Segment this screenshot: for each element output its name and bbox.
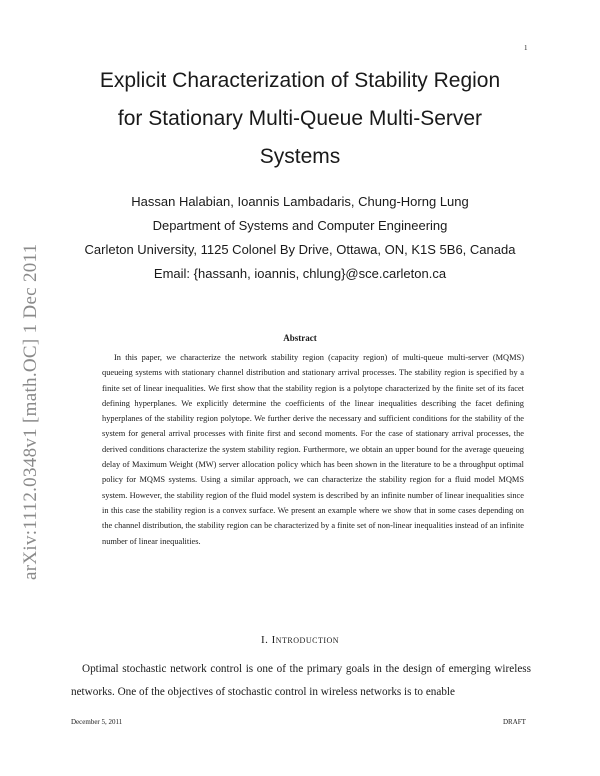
abstract-text: In this paper, we characterize the network stability region (capacity region) of multi-queue multi-server (MQMS) queueing systems with stationary channel distribution and stationary arrival processes. The stability region is specified by a finite set of linear inequalities. We first show that the stability region is a polytope characterized by the finite set of its facet defining hyperplanes. We explicitly determine the coefficients of the linear inequalities describing the facet defining hyperplanes of the stability region polytope. We further derive the necessary and sufficient conditions for the stability of the system for general arrival processes with finite first and second moments. For the case of stationary arrival processes, the derived conditions characterize the system stability region. Furthermore, we obtain an upper bound for the average queueing delay of Maximum Weight (MW) server allocation policy which has been shown in the literature to be a throughput optimal policy for MQMS systems. Using a similar approach, we can characterize the stability region for a fluid model MQMS system. However, the stability region of the fluid model system is described by an infinite number of linear inequalities since in this case the stability region is a convex surface. We present an example where we show that in some cases depending on the channel distribution, the stability region can be characterized by a finite set of non-linear inequalities instead of an infinite number of linear inequalities. bbox=[102, 353, 524, 546]
title-line-2: for Stationary Multi-Queue Multi-Server bbox=[117, 107, 483, 130]
title-line-1: Explicit Characterization of Stability Region bbox=[99, 69, 501, 92]
author-block bbox=[60, 190, 540, 286]
arxiv-identifier: arXiv:1112.0348v1 [math.OC] 1 Dec 2011 bbox=[20, 243, 41, 580]
author-email: Email: {hassanh, ioannis, chlung}@sce.carleton.ca bbox=[153, 266, 447, 281]
footer-draft-label: DRAFT bbox=[503, 718, 526, 726]
paper-title bbox=[60, 62, 540, 176]
author-department: Department of Systems and Computer Engineering bbox=[152, 218, 448, 233]
author-address: Carleton University, 1125 Colonel By Drive, Ottawa, ON, K1S 5B6, Canada bbox=[84, 242, 516, 257]
section-number: I. bbox=[260, 634, 269, 646]
introduction-text: Optimal stochastic network control is one of the primary goals in the design of emerging wireless networks. One of the objectives of stochastic control in wireless networks is to enable bbox=[71, 663, 531, 698]
footer-date: December 5, 2011 bbox=[71, 718, 123, 726]
section-heading bbox=[0, 634, 600, 646]
section-title: Introduction bbox=[271, 634, 340, 646]
abstract-heading: Abstract bbox=[283, 333, 317, 343]
page-number: 1 bbox=[524, 44, 528, 52]
author-names: Hassan Halabian, Ioannis Lambadaris, Chung-Horng Lung bbox=[131, 194, 469, 209]
title-line-3: Systems bbox=[259, 145, 341, 168]
